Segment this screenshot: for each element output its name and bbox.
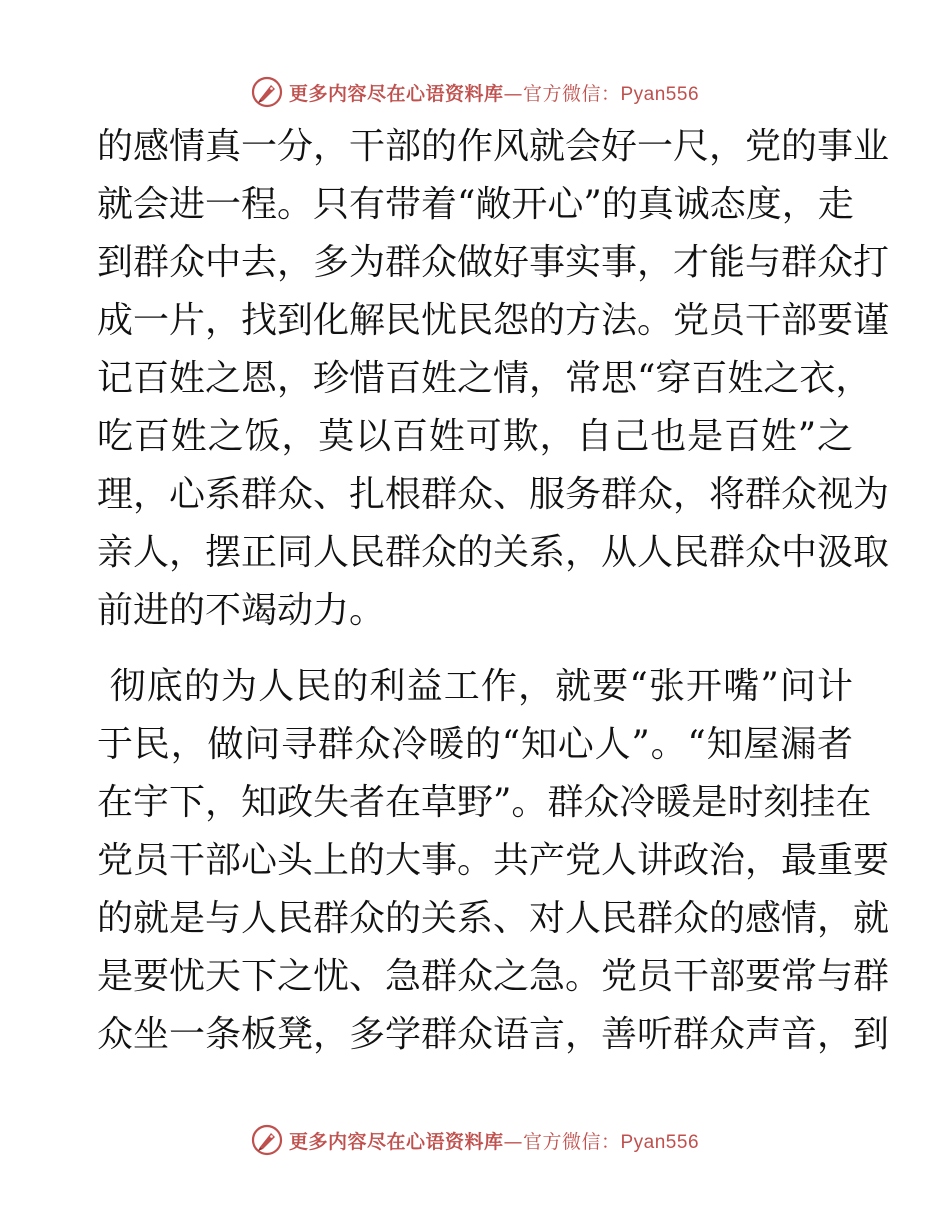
text-line: 成一片，找到化解民忧民怨的方法。党员干部要谨 [97,300,890,341]
banner-main-text: 更多内容尽在心语资料库 [288,82,504,105]
banner-wechat-label: 官方微信： [522,82,621,105]
header-banner-text [289,79,699,106]
text-line: 到群众中去，多为群众做好事实事，才能与群众打 [97,242,890,283]
text-line: 的感情真一分，干部的作风就会好一尺，党的事业 [97,126,890,167]
document-body [97,118,890,1064]
text-line: 众坐一条板凳，多学群众语言，善听群众声音，到 [97,1014,890,1055]
paragraph-2 [97,658,890,1064]
pen-nib-logo-icon [251,1124,283,1156]
footer-banner [0,1120,950,1160]
pen-nib-logo-icon [251,76,283,108]
text-line: 理，心系群众、扎根群众、服务群众，将群众视为 [97,474,890,515]
text-line: 记百姓之恩，珍惜百姓之情，常思“穿百姓之衣， [97,358,872,399]
text-line: 在宇下，知政失者在草野”。群众冷暖是时刻挂在 [97,782,872,823]
header-banner [0,72,950,112]
banner-wechat-label: 官方微信： [522,1130,621,1153]
paragraph-1 [97,118,890,640]
banner-main-text: 更多内容尽在心语资料库 [288,1130,504,1153]
text-line: 吃百姓之饭，莫以百姓可欺，自己也是百姓”之 [97,416,853,457]
text-line: 党员干部心头上的大事。共产党人讲政治，最重要 [97,840,890,881]
footer-banner-text [289,1127,699,1154]
paragraph-gap [97,640,853,658]
banner-wechat-id: Pyan556 [620,1131,700,1153]
text-line: 的就是与人民群众的关系、对人民群众的感情，就 [97,898,890,939]
banner-wechat-id: Pyan556 [620,83,700,105]
banner-separator: — [503,82,523,105]
text-line: 彻底的为人民的利益工作，就要“张开嘴”问计 [97,666,853,707]
text-line: 是要忧天下之忧、急群众之急。党员干部要常与群 [97,956,890,997]
banner-separator: — [503,1130,523,1153]
text-line: 亲人，摆正同人民群众的关系，从人民群众中汲取 [97,532,890,573]
text-line: 于民，做问寻群众冷暖的“知心人”。“知屋漏者 [97,724,853,765]
text-line: 就会进一程。只有带着“敞开心”的真诚态度，走 [97,184,854,225]
text-line: 前进的不竭动力。 [97,590,386,631]
